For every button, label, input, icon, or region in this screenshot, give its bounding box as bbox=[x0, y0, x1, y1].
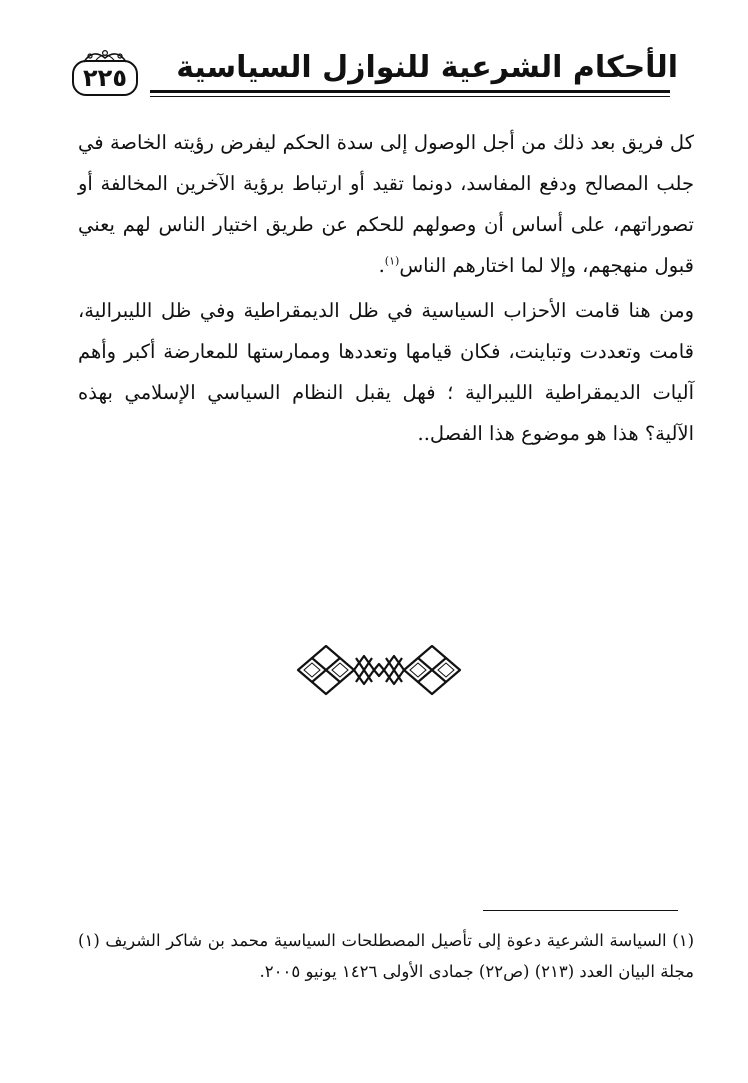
header-rule bbox=[150, 90, 670, 93]
paragraph bbox=[78, 122, 694, 286]
footnote-area bbox=[78, 925, 694, 987]
page-number: ٢٢٥ bbox=[83, 64, 127, 92]
paragraph-text: كل فريق بعد ذلك من أجل الوصول إلى سدة الحكم ليفرض رؤيته الخاصة في جلب المصالح ودفع المفاسد، دونما تقيد أو ارتباط برؤية الآخرين المخالفة أو تصوراتهم، على أساس أن وصولهم للحكم عن طريق اختيار الناس لهم يعني قبول منهجهم، وإلا لما اختارهم الناس bbox=[78, 131, 694, 277]
paragraph: ومن هنا قامت الأحزاب السياسية في ظل الديمقراطية وفي ظل الليبرالية، قامت وتعددت وتباينت، فكان قيامها وتعددها وممارستها للمعارضة أكبر وأهم آليات الديمقراطية الليبرالية ؛ فهل يقبل النظام السياسي الإسلامي بهذه الآلية؟ هذا هو موضوع هذا الفصل.. bbox=[78, 299, 694, 445]
footnote-reference[interactable]: (١) bbox=[384, 254, 400, 268]
footnote: (١) السياسة الشرعية دعوة إلى تأصيل المصطلحات السياسية محمد بن شاكر الشريف (١) مجلة البيان العدد (٢١٣) (ص٢٢) جمادى الأولى ١٤٢٦ يونيو ٢٠٠٥. bbox=[78, 931, 694, 981]
running-title: الأحكام الشرعية للنوازل السياسية bbox=[176, 50, 678, 85]
header-rule-thin bbox=[150, 96, 670, 97]
footnote-separator bbox=[483, 910, 678, 911]
knot-ornament-icon bbox=[294, 640, 464, 700]
paragraph-end: . bbox=[378, 254, 385, 277]
main-text bbox=[78, 122, 694, 454]
